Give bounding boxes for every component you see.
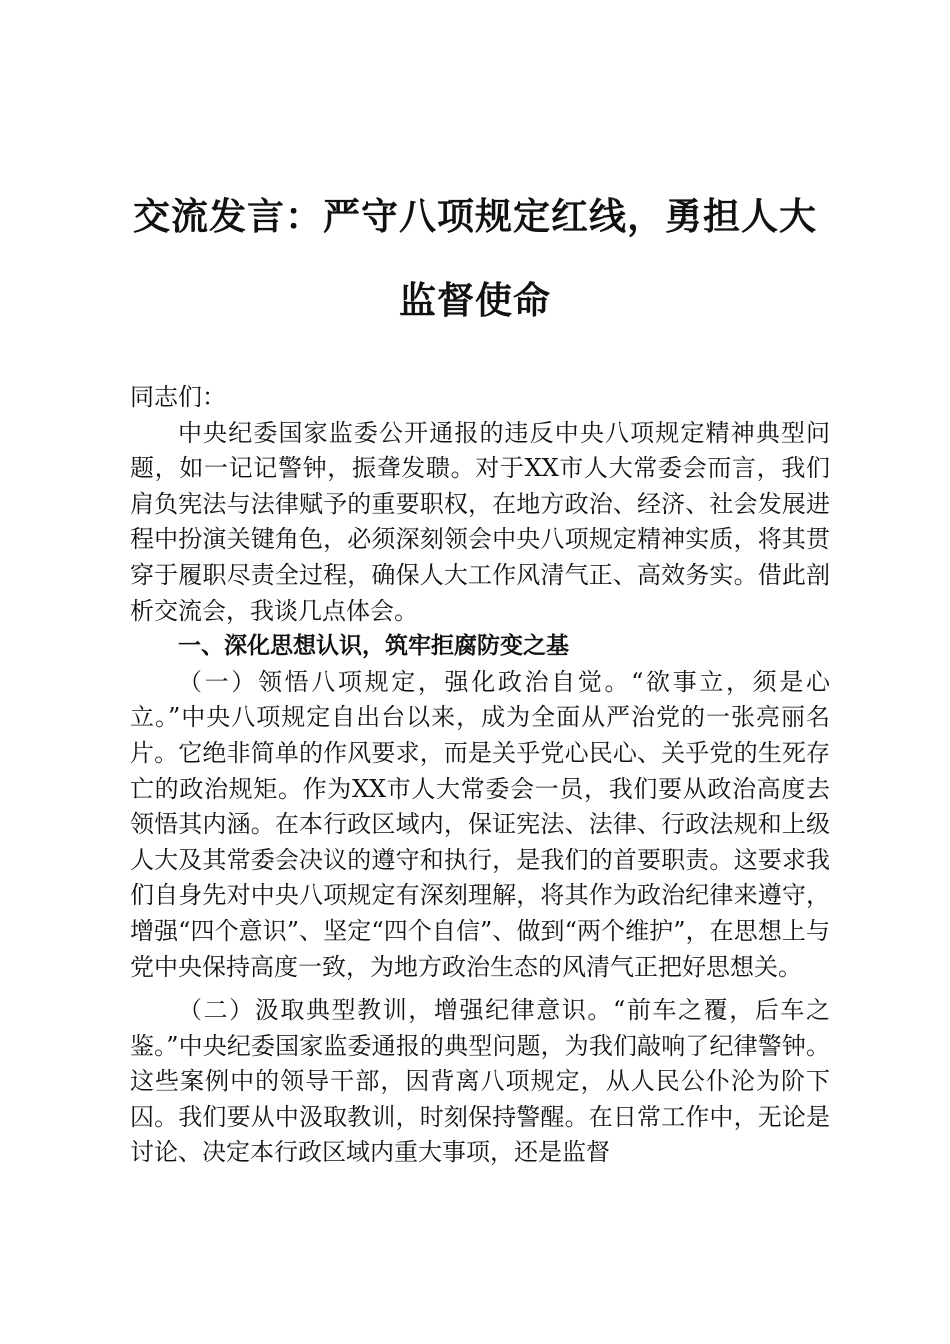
salutation: 同志们： (130, 383, 226, 411)
document-title: 交流发言：严守八项规定红线，勇担人大监督使命 (133, 194, 817, 322)
subsection-paragraph: （二）汲取典型教训，增强纪律意识。“前车之覆，后车之鉴。”中央纪委国家监委通报的典型问题，为我们敲响了纪律警钟。这些案例中的领导干部，因背离八项规定，从人民公仆沦为阶下囚。我们要从中汲取教训，时刻保持警醒。在日常工作中，无论是讨论、决定本行政区域内重大事项，还是监督 (130, 996, 830, 1167)
intro-paragraph: 中央纪委国家监委公开通报的违反中央八项规定精神典型问题，如一记记警钟，振聋发聩。对于XX市人大常委会而言，我们肩负宪法与法律赋予的重要职权，在地方政治、经济、社会发展进程中扮演关键角色，必须深刻领会中央八项规定精神实质，将其贯穿于履职尽责全过程，确保人大工作风清气正、高效务实。借此剖析交流会，我谈几点体会。 (130, 418, 830, 625)
section-heading: 一、深化思想认识，筑牢拒腐防变之基 (178, 633, 569, 660)
subsection-paragraph: （一）领悟八项规定，强化政治自觉。“欲事立，须是心立。”中央八项规定自出台以来，成为全面从严治党的一张亮丽名片。它绝非简单的作风要求，而是关乎党心民心、关乎党的生死存亡的政治规矩。作为XX市人大常委会一员，我们要从政治高度去领悟其内涵。在本行政区域内，保证宪法、法律、行政法规和上级人大及其常委会决议的遵守和执行，是我们的首要职责。这要求我们自身先对中央八项规定有深刻理解，将其作为政治纪律来遵守，增强“四个意识”、坚定“四个自信”、做到“两个维护”，在思想上与党中央保持高度一致，为地方政治生态的风清气正把好思想关。 (130, 667, 830, 981)
document-body (130, 380, 830, 1171)
